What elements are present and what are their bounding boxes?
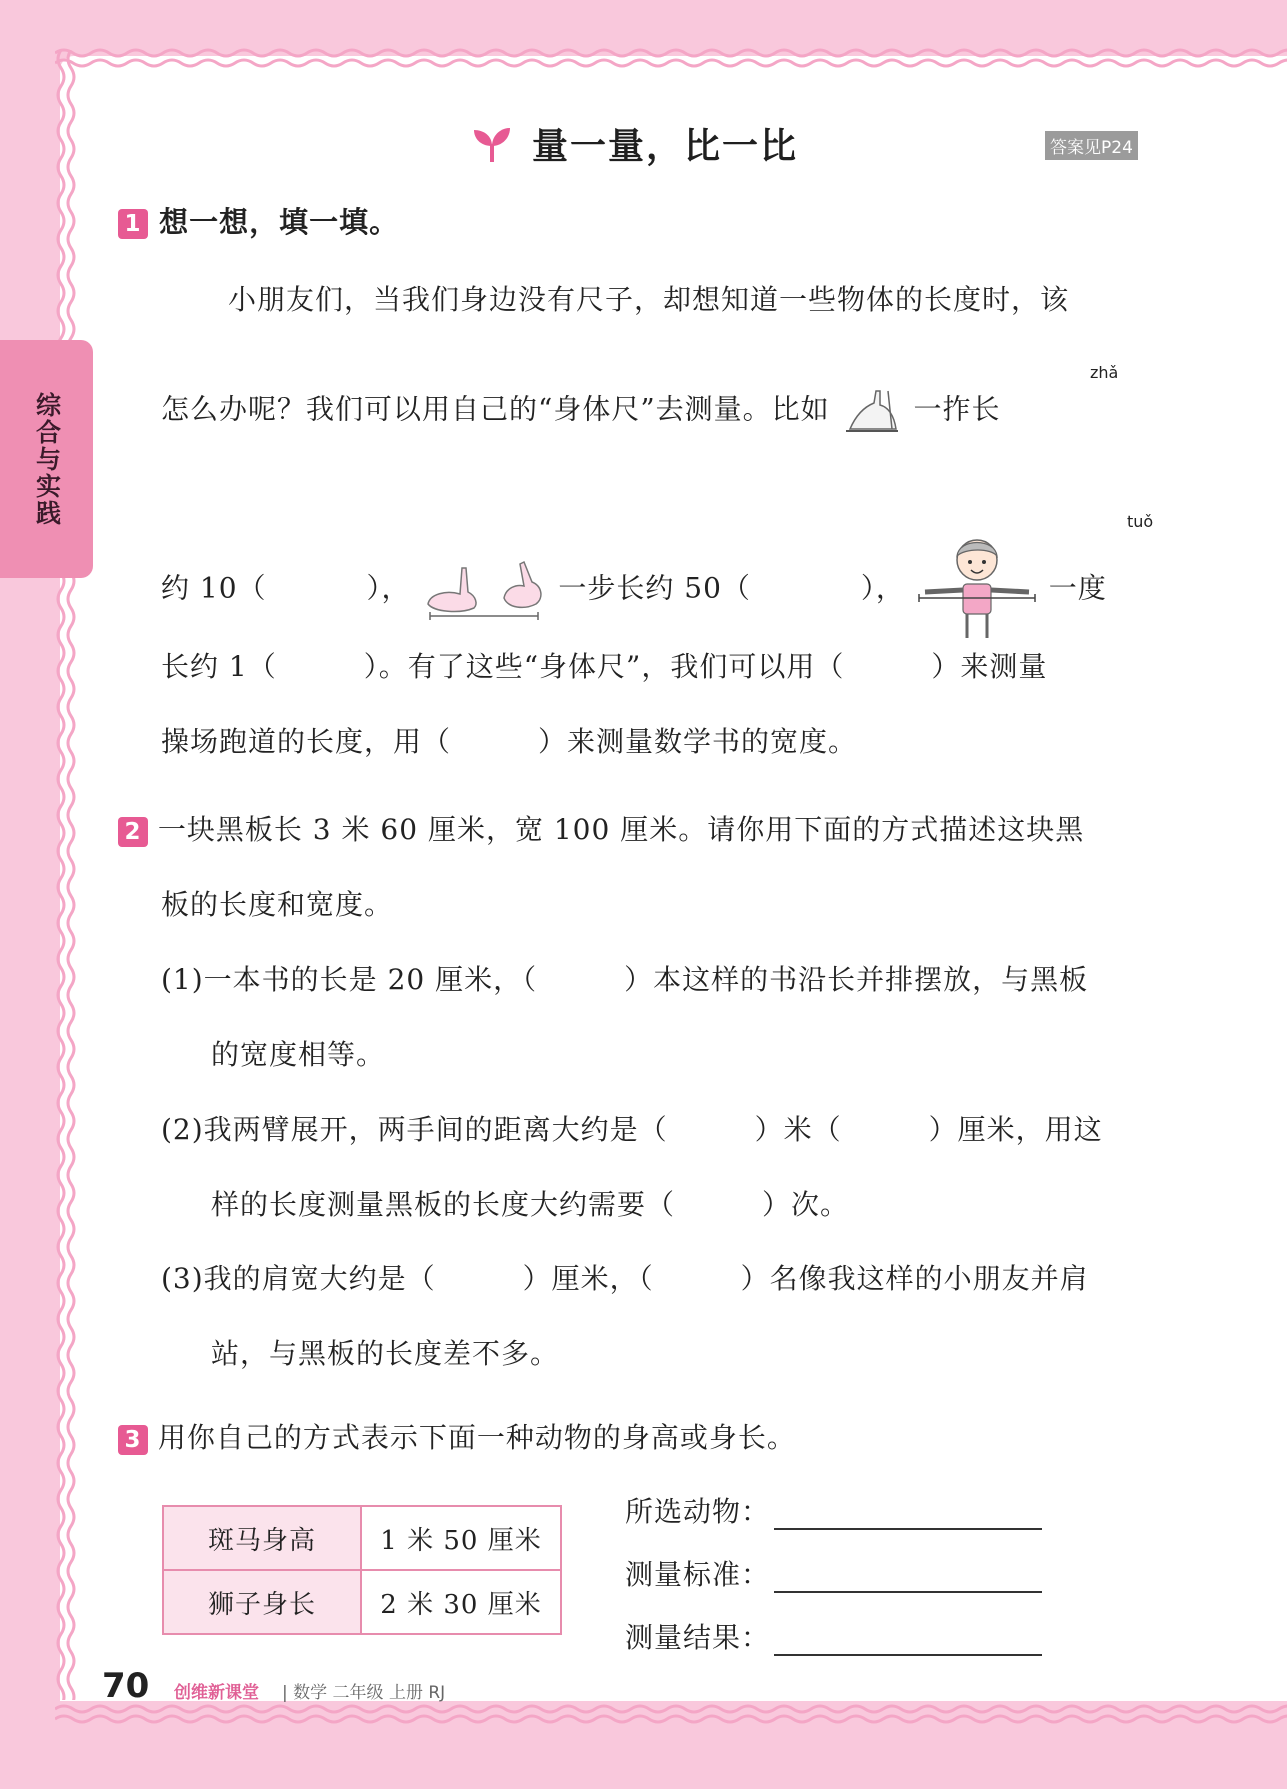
- bottom-wave-border: [55, 1700, 1287, 1730]
- page-title: 量一量，比一比: [532, 126, 799, 167]
- q1-number-badge: 1: [118, 209, 148, 239]
- q1-line2-text: 怎么办呢？我们可以用自己的“身体尺”去测量。比如: [161, 392, 830, 426]
- q2-row1: [118, 808, 1084, 848]
- q1-line3-d: ），: [860, 571, 905, 605]
- footstep-icon: [420, 558, 548, 622]
- table-cell-size: 1 米 50 厘米: [361, 1506, 561, 1570]
- table-row: [163, 1506, 561, 1570]
- answer-blank-animal[interactable]: [774, 1498, 1042, 1530]
- q3-number-badge: 3: [118, 1425, 148, 1455]
- answer-blank-result[interactable]: [774, 1624, 1042, 1656]
- page-footer: [102, 1666, 446, 1706]
- q2-number-badge: 2: [118, 817, 148, 847]
- q2-sub2-line2: 样的长度测量黑板的长度大约需要（ ）次。: [211, 1188, 850, 1221]
- title-row: [470, 118, 798, 169]
- field-label-result: 测量结果：: [625, 1621, 771, 1654]
- table-cell-size: 2 米 30 厘米: [361, 1570, 561, 1634]
- q1-paragraph-line3: [161, 534, 1107, 646]
- q2-sub1-line1: (1)一本书的长是 20 厘米，（ ）本这样的书沿长并排摆放，与黑板: [161, 963, 1089, 996]
- q3-heading: 用你自己的方式表示下面一种动物的身高或身长。: [157, 1421, 796, 1454]
- answer-blank-standard[interactable]: [774, 1561, 1042, 1593]
- q2-sub1-line2: 的宽度相等。: [211, 1038, 386, 1071]
- top-wave-border: [55, 44, 1287, 74]
- arm-span-child-icon: [915, 534, 1039, 646]
- table-row: [163, 1570, 561, 1634]
- q1-line3-c: 一步长约 50（: [558, 571, 751, 605]
- q1-paragraph-line1: 小朋友们，当我们身边没有尺子，却想知道一些物体的长度时，该: [228, 283, 1070, 316]
- answer-reference-badge: 答案见P24: [1045, 131, 1138, 160]
- pinyin-zha: zhǎ: [1090, 363, 1119, 382]
- q1-paragraph-line5: 操场跑道的长度，用（ ）来测量数学书的宽度。: [161, 725, 858, 758]
- q1-line3-e: 一度: [1048, 571, 1107, 605]
- table-cell-animal: 狮子身长: [163, 1570, 361, 1634]
- q1-paragraph-line4: 长约 1（ ）。有了这些“身体尺”，我们可以用（ ）来测量: [161, 650, 1048, 683]
- page-number: 70: [102, 1666, 150, 1706]
- hand-span-icon: [840, 385, 904, 437]
- field-measure-standard: [625, 1553, 1042, 1593]
- field-label-animal: 所选动物：: [625, 1495, 771, 1528]
- q1-line3-b: ），: [366, 571, 411, 605]
- q2-sub3-line1: (3)我的肩宽大约是（ ）厘米，（ ）名像我这样的小朋友并肩: [161, 1262, 1089, 1295]
- section-side-tab: [0, 340, 93, 578]
- q3-heading-row: [118, 1416, 796, 1456]
- q1-line2-end: 一拃长: [913, 392, 1001, 426]
- field-measure-result: [625, 1616, 1042, 1656]
- sprout-icon: [470, 124, 514, 164]
- field-label-standard: 测量标准：: [625, 1558, 771, 1591]
- left-wave-border: [52, 50, 82, 1700]
- q1-heading-row: [118, 200, 399, 241]
- q2-text-line2: 板的长度和宽度。: [161, 888, 394, 921]
- q1-line3-a: 约 10（: [161, 571, 267, 605]
- q2-sub3-line2: 站，与黑板的长度差不多。: [211, 1337, 560, 1370]
- pinyin-tuo: tuǒ: [1127, 512, 1154, 531]
- footer-brand: 创维新课堂: [174, 1683, 259, 1703]
- footer-book-info: | 数学 二年级 上册 RJ: [282, 1683, 446, 1703]
- table-cell-animal: 斑马身高: [163, 1506, 361, 1570]
- q1-heading: 想一想，填一填。: [159, 205, 400, 239]
- q1-paragraph-line2: [161, 385, 1000, 437]
- q2-text-line1: 一块黑板长 3 米 60 厘米，宽 100 厘米。请你用下面的方式描述这块黑: [157, 813, 1085, 846]
- side-tab-label: 综合与实践: [32, 391, 62, 527]
- q2-sub2-line1: (2)我两臂展开，两手间的距离大约是（ ）米（ ）厘米，用这: [161, 1113, 1103, 1146]
- animal-size-table: [162, 1505, 562, 1635]
- field-selected-animal: [625, 1490, 1042, 1530]
